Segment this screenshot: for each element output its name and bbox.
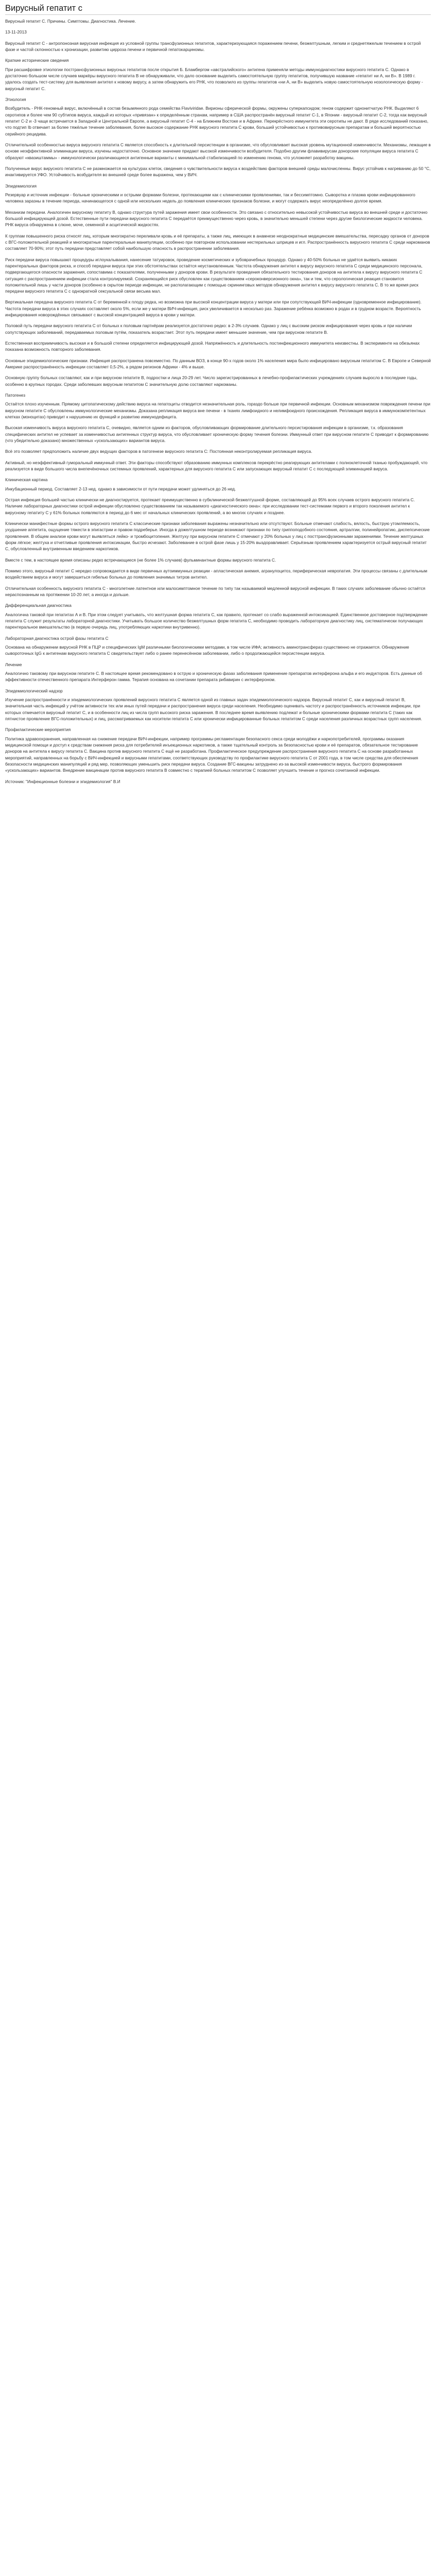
- section-heading: Лабораторная диагностика острой фазы гепатита С: [5, 635, 109, 641]
- paragraph: Помимо этого, вирусный гепатит С нередко сопровождается в виде первичных аутоиммунных реакции - апластическая анемия, агранулоцитоз, периферическая невропатия. Эти процессы связаны с длительным воздействием вируса и могут завершиться гибелью больных до появления значимых титров антител.: [5, 568, 427, 580]
- paragraph: К группам повышенного риска относят лиц, которым многократно переливали кровь и её препараты, а также лиц, имеющих в анамнезе неоднократные медицинские вмешательства, пересадку органов от доноров с ВГС-положительной реакцией и многократные парентеральные манипуляции, особенно при повторном использовании нестерильных шприцев и игл. Распространённость вирусного гепатита С среди наркоманов составляет 70-90%; этот путь передачи представляет собой наибольшую опасность в распространении заболевания.: [5, 233, 430, 251]
- paragraph: Вместе с тем, в настоящее время описаны редко встречающиеся (не более 1% случаев) фульминантные формы вирусного гепатита С.: [5, 557, 276, 563]
- paragraph: Аналогично таковому при вирусном гепатите С. В настоящее время рекомендовано в острую и хроническую фазах заболевания применение препаратов интерферона альфа и его индукторов. Есть данные об эффективности отечественного препарата Интерферон гамма. Терапия основана на сочетании препарата рибавирин с интерфероном.: [5, 670, 422, 683]
- section-heading: Патогенез: [5, 393, 25, 398]
- section-heading: Краткие исторические сведения: [5, 58, 69, 63]
- paragraph: Половой путь передачи вирусного гепатита С от больных к половым партнёрам реализуется достаточно редко: в 2-3% случаев. Однако у лиц с высоким риском инфицирования через кровь и при наличии сопутствующих заболеваний, передаваемых половым путём, показатель возрастает. Этот путь передачи имеет меньшее значение, чем при вирусном гепатите В.: [5, 323, 412, 335]
- paragraph: Основана на обнаружении вирусной РНК в ПЦР и специфических IgM различными биологическими методами, в том числе ИФА; активность аминотрансфераз существенно не отражается. Обнаружение сывороточных IgG к антигенам вирусного гепатита С свидетельствует либо о ранее перенесённом заболевании, либо о продолжающейся персистенции вируса.: [5, 644, 409, 656]
- article-subtitle: Вирусный гепатит С. Причины. Симптомы. Диагностика. Лечение.: [5, 19, 136, 24]
- section-heading: Этиология: [5, 96, 26, 102]
- section-heading: Профилактические мероприятия: [5, 727, 71, 733]
- paragraph: Всё это позволяет предположить наличие двух ведущих факторов в патогенезе вирусного гепатита С: Постоянная неконтролируемая репликация вируса.: [5, 449, 312, 454]
- paragraph: Изучение распространённости и эпидемиологических проявлений вирусного гепатита С является одной из главных задач эпидемиологического надзора. Вирусный гепатит С, как и вирусный гепатит В, значительная часть инфекций у учётом активности тех или иных путей передачи и распространения вируса среди населения. Необходимо оценивать частоту и распространённость источников инфекции, при которых отмечается вирусный гепатит С, и в особенности лиц из числа групп высокого риска заражения. В последнее время выявлению подлежат и больные хроническими формами гепатита С (таких как пятнистое проявление ВГС-положительных) и лиц, рассматриваемых как носители гепатита С или хронически инфицированные больных гепатитом С среди населения различных возрастных групп населения.: [5, 697, 422, 721]
- paragraph: Естественная восприимчивость высокая и в большой степени определяется инфицирующей дозой. Напряжённость и длительность постинфекционного иммунитета неизвестны. В эксперименте на обезьянах показана возможность повторного заболевания.: [5, 341, 420, 352]
- page-title: Вирусный гепатит с: [5, 3, 431, 15]
- paragraph: Отличительная особенность вирусного гепатита С - многолетние латентное или малосимптомное течение по типу так называемой медленной вирусной инфекции. В таких случаях заболевание обычно остаётся нераспознанным на протяжении 10-20 лет, а иногда и дольше.: [5, 585, 426, 597]
- article-date: 13-11-2013: [5, 29, 27, 35]
- paragraph: Инкубационный период. Составляет 2-13 нед. однако в зависимости от пути передачи может удлиняться до 26 нед.: [5, 486, 236, 492]
- section-heading: Дифференциальная диагностика: [5, 603, 72, 608]
- paragraph: Механизм передачи. Аналогичен вирусному гепатиту В, однако структура путей заражения имеет свои особенности. Это связано с относительно невысокой устойчивостью вируса во внешней среде и достаточно большой инфицирующей дозой. Естественные пути передачи вирусного гепатита С передаётся преимущественно через кровь, в значительно меньшей степени через другие биологические жидкости человека. РНК вируса обнаружена в слюне, моче, семенной и асцитической жидкостях.: [5, 209, 428, 228]
- paragraph: Аналогична таковой при гепатитах А и В. При этом следует учитывать, что желтушная форма гепатита С, как правило, протекает со слабо выраженной интоксикацией. Единственное достоверное подтверждение гепатита С служит результаты лабораторной диагностики. Учитывать большое количество безжелтушных форм гепатита С, необходимо проводить лабораторную диагностику лиц, систематически получающих парентеральное вмешательство (в первую очередь лиц, употребляющих наркотики внутривенно).: [5, 612, 428, 630]
- article: [0, 0, 436, 794]
- paragraph: Активный, но неэффективный гуморальный иммунный ответ. Эти факторы способствуют образованию иммунных комплексов перекрёстно реагирующих антителами с полноклеточной тканью пробуждающей, что реализуется в виде большого числа внепечёночных системных проявлений, характерных для вирусного гепатита С или запускающих вирусный гепатит С с последующей элиминацией вируса.: [5, 460, 428, 472]
- paragraph: Полученные вирус вирусного гепатита С не размножается на культурах клеток, сведения о чувствительности вируса к воздействию факторов внешней среды малочисленны. Вирус устойчив к нагреванию до 50 °С, инактивируется УФО. Устойчивость возбудителя во внешней среде более выражена, чем у ВИЧ.: [5, 165, 431, 178]
- paragraph: Вертикальная передача вирусного гепатита С от беременной к плоду редка, но возможна при высокой концентрации вируса у матери или при сопутствующей ВИЧ-инфекции (одновременное инфицирование). Частота передачи вируса в этих случаях составляет около 5%, если же у матери ВИЧ-инфекция, риск увеличивается в несколько раз. Заражение ребёнка возможно в родах и в грудном возрасте. Вероятность инфицирования новорождённых связывают с высокой концентрацией вируса в крови у матери.: [5, 299, 422, 318]
- section-heading: Эпидемиология: [5, 183, 37, 189]
- paragraph: Политика здравоохранения, направленная на снижение передачи ВИЧ-инфекции, например программы регламентации безопасного секса среди молодёжи и наркопотребителей, программы оказания медицинской помощи и доступ к средствам снижения риска для потребителей инъекционных наркотиков, а также тщательный контроль за безопасностью крови и её препаратов, обязательное тестирование доноров на антитела к вирусу гепатита С. Вакцина против вирусного гепатита С ещё не разработана. Профилактическое предупреждение распространения вирусного гепатита С на основе разработанных мероприятий, направленных на борьбу с ВИЧ-инфекцией и вирусными гепатитами, соответствующих руководству по профилактике вирусного гепатита С от 2001 года, в том числе средства для обеспечения безопасности медицинских манипуляций и ряд мер, позволяющих уменьшить риск передачи вируса. Создание ВГС-вакцины затруднено из-за высокой изменчивости вируса, быстрого формирования «ускользающих» вариантов. Внедрение вакцинации против вирусного гепатита В совместно с терапией больных гепатитом С позволяет улучшить течение и прогноз сочетанной инфекции.: [5, 736, 418, 773]
- paragraph: Основную группу больных составляют, как и при вирусном гепатите В, подростки и лица 20-29 лет. Число зарегистрированных в лечебно-профилактических учреждениях случаев выросло в последние годы, особенно в крупных городах. Среди заболевших вирусным гепатитом С значительную долю составляют наркоманы.: [5, 375, 417, 387]
- paragraph: Острая инфекция большей частью клинически не диагностируется, протекает преимущественно в субклинической безжелтушной форме, составляющей до 95% всех случаев острого вирусного гепатита С. Наличие лабораторных диагностики острой инфекции обусловлено существованием так называемого «диагностического окна»: при исследовании тест-системами первого и второго поколения антител к вирусному гепатиту С у 61% больных появляются в период до 6 мес от начальных клинических проявлений, а во многих случаях и позднее.: [5, 497, 415, 515]
- paragraph: Высокая изменчивость вируса вирусного гепатита С, очевидно, является одним из факторов, обусловливающих формирование длительного персистирования инфекции в организме, т.к. образования специфических антител не успевает за изменчивостью антигенных структур вируса, что обусловливает хроническую форму течения болезни. Иммунный ответ при вирусном гепатите С приводит к формированию (что убедительно доказано) множественных «ускользающих» вариантов вируса.: [5, 425, 429, 444]
- paragraph: Вирусный гепатит С - антропонозная вирусная инфекция из условной группы трансфузионных гепатитов, характеризующаяся поражением печени, безжелтушным, легким и среднетяжелым течением в острой фазе и частой склонностью к хронизации, развитию цирроза печени и первичной гепатокарциномы.: [5, 40, 421, 52]
- section-heading: Лечение: [5, 662, 22, 667]
- paragraph: Клинически манифестные формы острого вирусного гепатита С классические признаки заболевания выражены незначительно или отсутствуют. Больные отмечают слабость, вялость, быструю утомляемость, ухудшение аппетита, ощущение тяжести в эпигастрии и правом подреберье. Иногда в дожелтушном периоде возникают признаки по типу гриппоподобного состояния, артралгии, полинейропатию, диспепсические проявления. В общем анализе крови могут выявляться лейко- и тромбоцитопения. Желтуху при вирусном гепатите С отмечают у 20% больных у лиц с посттрансфузионными заражениями. Течение желтушных форм лёгкое; желтуха и отчетливые проявления интоксикации, быстро исчезают. Заболевание в острой фазе лишь у 15-20% выздоравливает. Серьёзным проявлением характеризуется острый вирусный гепатит С, обусловленный внутривенным введением наркотиков.: [5, 521, 430, 552]
- article-body: [5, 40, 431, 785]
- section-heading: Эпидемиологический надзор: [5, 688, 63, 693]
- paragraph: Остаётся плохо изученным. Прямому цитопатическому действию вируса на гепатоциты отводится незначительная роль, гораздо больше при первичной инфекции. Основным механизмом повреждения печени при вирусном гепатите С обусловлены иммунологические механизмы. Доказана репликация вируса вне печени - в тканях лимфоидного и нелимфоидного происхождения. Репликация вируса в иммунокомпетентных клетках (моноцитах) приводит к нарушению их функций и развитию иммунодефицита.: [5, 401, 430, 420]
- section-heading: Клиническая картина: [5, 477, 48, 483]
- paragraph: Риск передачи вируса повышают процедуры иглоукалывания, нанесение татуировок, проведение косметических и зубоврачебных процедур. Однако у 40-50% больных не удаётся выявить никаких парентеральных факторов риска, и способ передачи вируса при этих обстоятельствах остаётся неустановленным. Частота обнаружения антител к вирусу вирусного гепатита С среди медицинского персонала, подвергающегося опасности заражения, сопоставима с показателями, полученными у доноров крови. В результате проведения обязательного тестирования доноров на антитела к вирусу вирусного гепатита С ситуация с распространением инфекции стала контролируемой. Сохраняющийся риск обусловлен как существованием «сероконверсионного окна», так и тем, что серологическая реакция становится положительной лишь у части доноров (особенно в скрытом периоде инфекции, не располагающим с помощью скрининговых методов обнаружения антител к вирусу вирусного гепатита С. В то же время риск передачи вирусного гепатита С с однократной сексуальной связи весьма мал.: [5, 257, 423, 294]
- source-line: Источник: "Инфекционные болезни и эпидемиология" В.И: [5, 778, 120, 784]
- paragraph: Основные эпидемиологические признаки. Инфекция распространена повсеместно. По данным ВОЗ, в конце 90-х годов около 1% населения мира было инфицировано вирусным гепатитом С. В Европе и Северной Америке распространённость инфекции составляет 0,5-2%, а рядом регионов Африки - 4% и выше.: [5, 358, 431, 370]
- paragraph: Резервуар и источник инфекции - больные хроническими и острыми формами болезни, протекающими как с клиническими проявлениями, так и бессимптомно. Сыворотка и плазма крови инфицированного человека заразны в течение периода, начинающегося с одной или нескольких недель до появления клинических признаков болезни, и могут содержать вирус неопределённо долгое время.: [5, 192, 415, 204]
- paragraph: При расшифровке этиологии постгрансфузионных вирусных гепатитов после открытия Б. Бламбергом «австралийского» антигена применяли методы иммунодиагностики вирусного гепатита С. Однако в достаточно большом числе случаев маркёры вирусного гепатита В не обнаруживали, что дало основание выделить самостоятельную группу гепатитов, получившую название «гепатит ни А, ни В». В 1989 г. удалось создать тест-систему для выявления антител к новому вирусу, а затем обнаружить его РНК, что позволило из группы гепатитов «ни А, ни В» выделить новую самостоятельную нозологическую форму - вирусный гепатит С.: [5, 66, 423, 91]
- paragraph: Возбудитель - РНК-геномный вирус, включённый в состав безымянного рода семейства Flaviviridae. Вирионы сферической формы, окружены суперкапсидом; геном содержит однонитчатую РНК. Выделяют 6 серотипов и более чем 90 субтипов вируса, каждый из которых «привязан» к определённым странам, например в США распространён вирусный гепатит С-1, в Японии - вирусный гепатит С-2, тогда как вирусный гепатит С-2 и -3 чаще встречается в Западной и Центральной Европе, а вирусный гепатит С-4 - на Ближнем Востоке и в Африке. Перекрёстного иммунитета эти серотипы не дают. В ряде исследований показано, что подтип Ib отвечает за более тяжёлые течение заболевания, более высокое содержание РНК вирусного гепатита С крови, больший устойчивостью к противовирусным препаратам и большей вероятностью серийного рецидива.: [5, 106, 429, 137]
- paragraph: Отличительной особенностью вируса вирусного гепатита С является способность к длительной персистенции в организме, что обусловливает высокая уровень мутационной изменчивости. Механизмы, лежащие в основе неэффективной элиминации вируса, изучены недостаточно. Основное значение придают высокой изменчивости возбудителя. Подобно другим флавивирусам донорские популяции вируса гепатита С образуют «квазиштаммы» - иммунологически различающиеся антигенные варианты с минимальной стабилизацией по изменению генома, что усложняет разработку вакцины.: [5, 142, 431, 160]
